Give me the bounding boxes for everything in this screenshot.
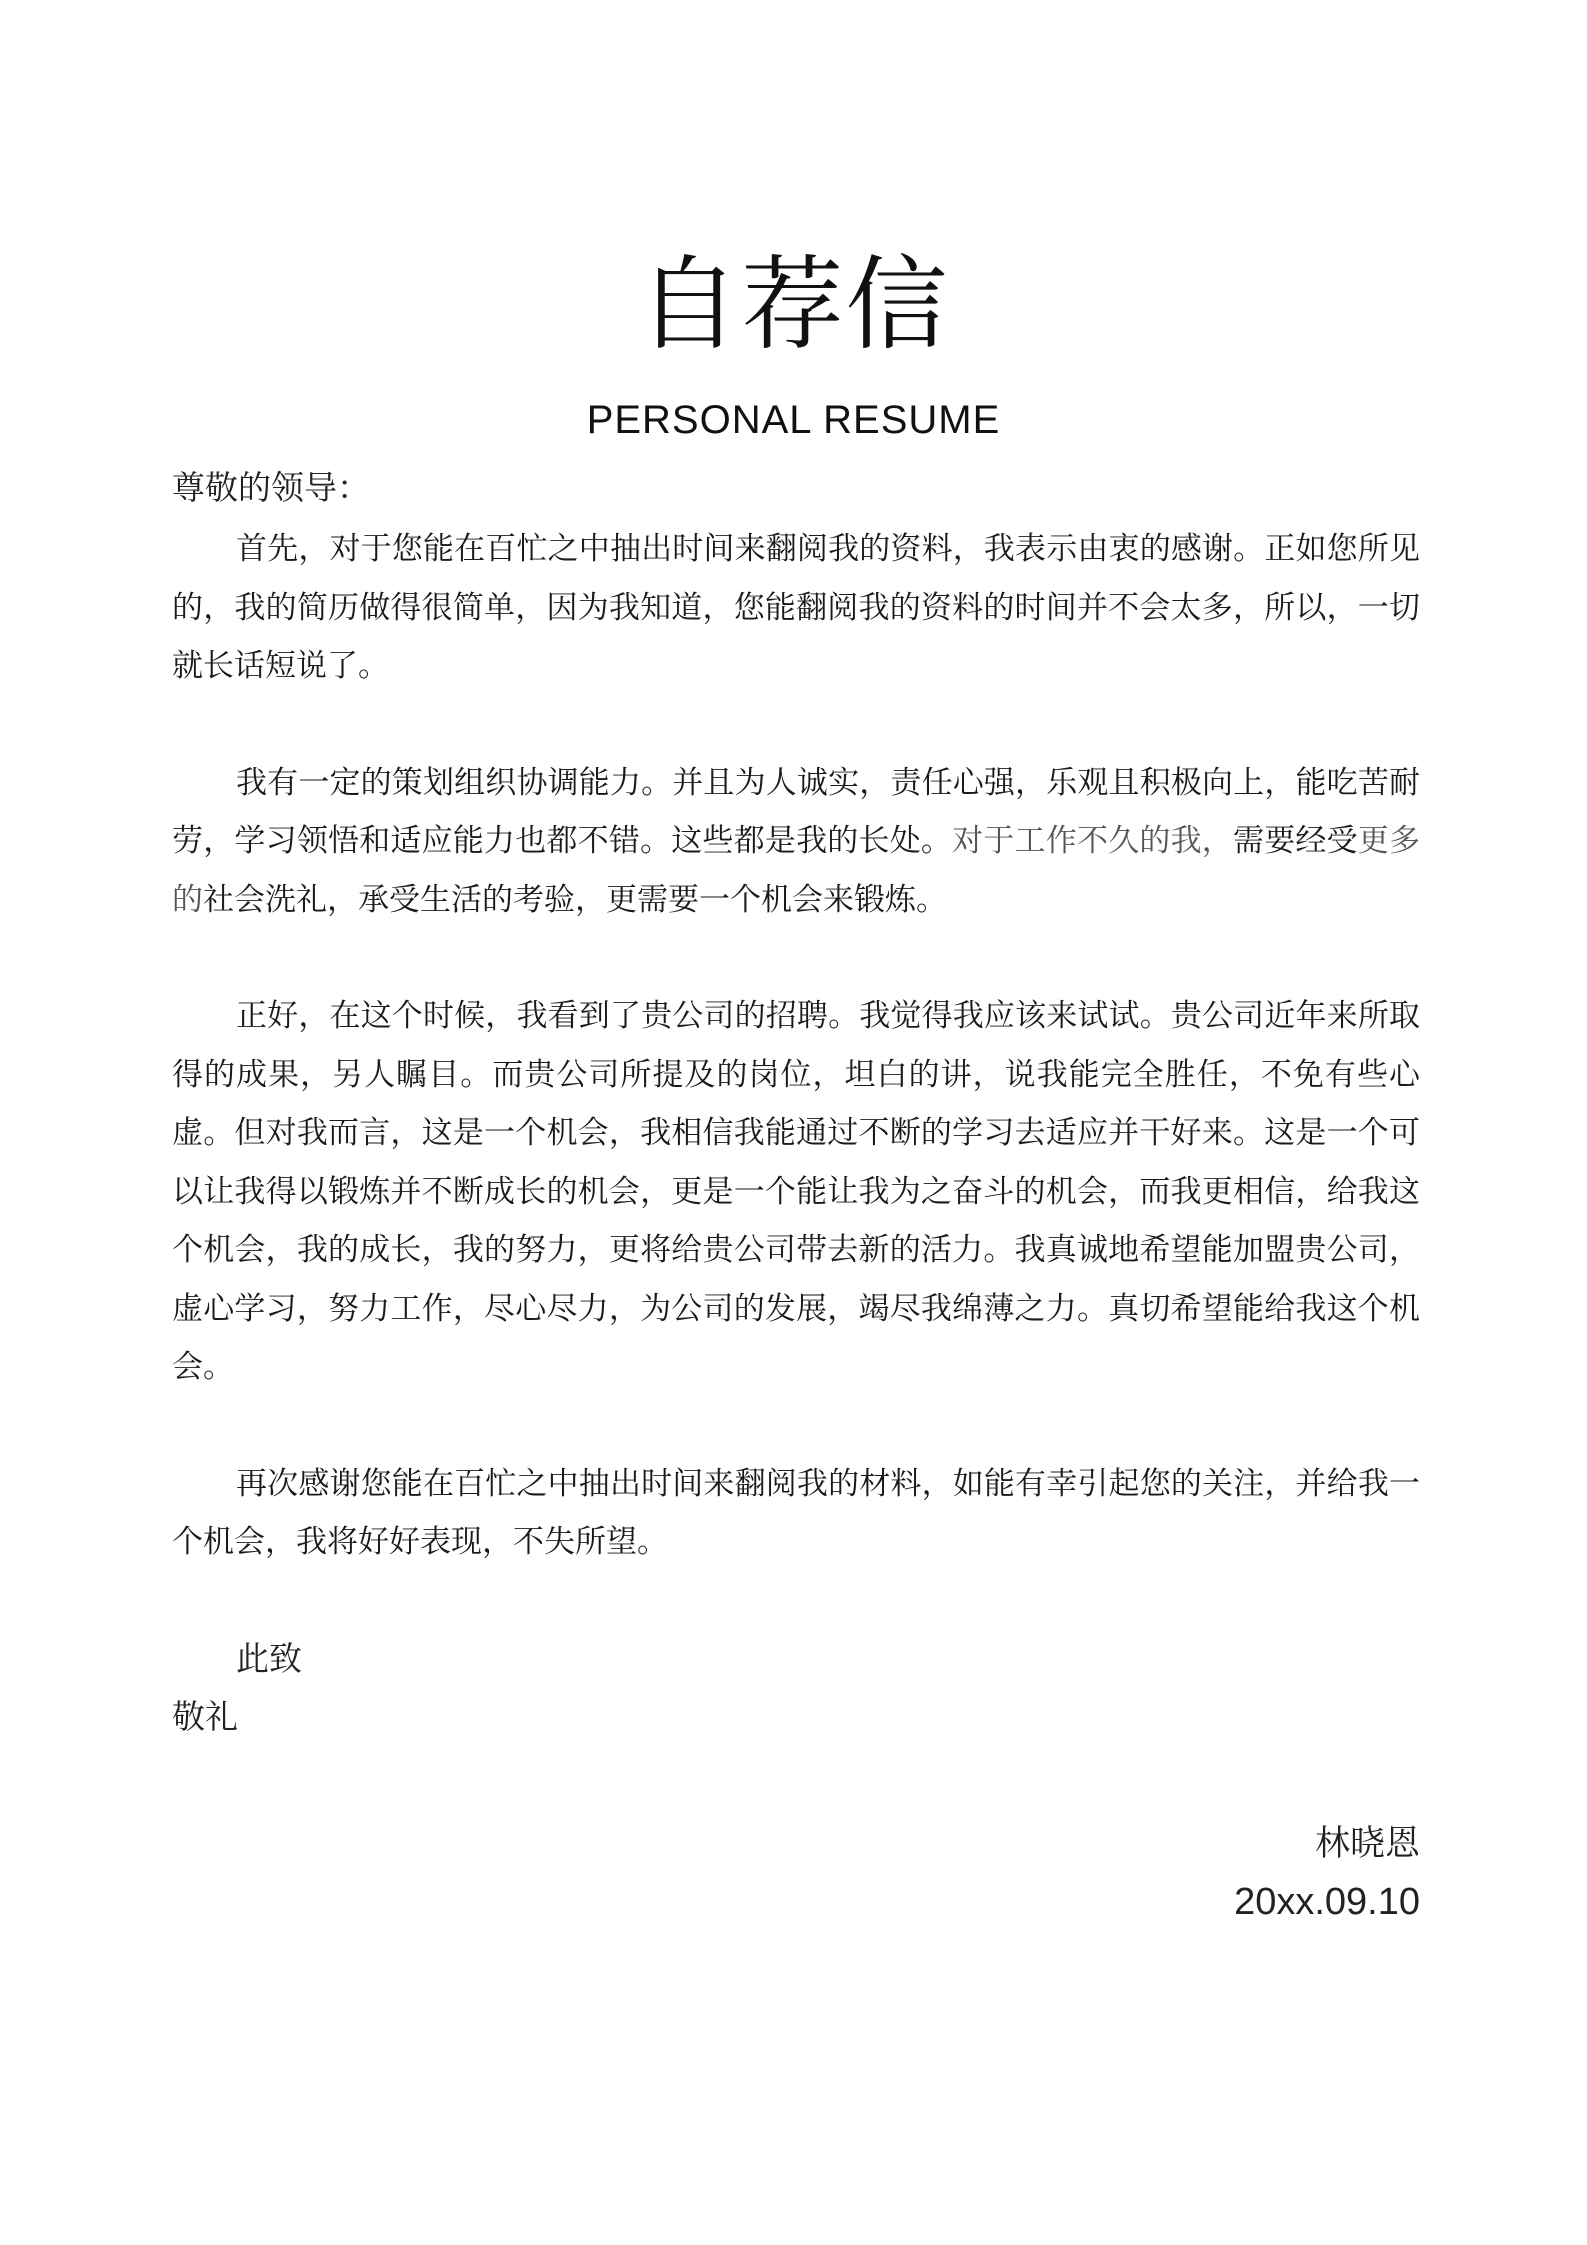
paragraph-abilities-part-5: 社会洗礼，承受生活的考验，更需要一个机会来锻炼。 bbox=[203, 881, 947, 918]
paragraph-abilities-part-3: 需要经受 bbox=[1233, 823, 1358, 859]
signature-date: 20xx.09.10 bbox=[1234, 1881, 1420, 1923]
letter-body bbox=[172, 460, 1420, 1746]
document-subtitle: PERSONAL RESUME bbox=[586, 398, 1001, 442]
paragraph-abilities-part-1: 我有一定的策划组织协调能力。并且为人诚实，责任心强，乐观且积极向上，能吃苦耐劳，学习领悟和适应能力也都不错。这些都是我的长处。 bbox=[172, 764, 1420, 859]
paragraph-intro: 首先，对于您能在百忙之中抽出时间来翻阅我的资料，我表示由衷的感谢。正如您所见的，我的简历做得很简单，因为我知道，您能翻阅我的资料的时间并不会太多，所以，一切就长话短说了。 bbox=[172, 531, 1420, 684]
signature-name: 林晓恩 bbox=[1314, 1824, 1420, 1864]
paragraph-abilities bbox=[172, 754, 1420, 930]
document-title: 自荐信 bbox=[637, 246, 950, 365]
paragraph-thanks: 再次感谢您能在百忙之中抽出时间来翻阅我的材料，如能有幸引起您的关注，并给我一个机会，我将好好表现，不失所望。 bbox=[172, 1465, 1420, 1560]
paragraph-motivation: 正好，在这个时候，我看到了贵公司的招聘。我觉得我应该来试试。贵公司近年来所取得的成果，另人瞩目。而贵公司所提及的岗位，坦白的讲，说我能完全胜任，不免有些心虚。但对我而言，这是一个机会，我相信我能通过不断的学习去适应并干好来。这是一个可以让我得以锻炼并不断成长的机会，更是一个能让我为之奋斗的机会，而我更相信，给我这个机会，我的成长，我的努力，更将给贵公司带去新的活力。我真诚地希望能加盟贵公司，虚心学习，努力工作，尽心尽力，为公司的发展，竭尽我绵薄之力。真切希望能给我这个机会。 bbox=[172, 998, 1420, 1385]
closing-line-1: 此致 bbox=[236, 1638, 302, 1678]
paragraph-abilities-part-2: 对于工作不久的我， bbox=[952, 823, 1233, 859]
signature-block bbox=[1234, 1815, 1420, 1931]
salutation: 尊敬的领导： bbox=[172, 468, 370, 507]
closing-line-2: 敬礼 bbox=[172, 1696, 238, 1736]
paragraph-abilities-part-4: 更多的 bbox=[172, 823, 1421, 918]
